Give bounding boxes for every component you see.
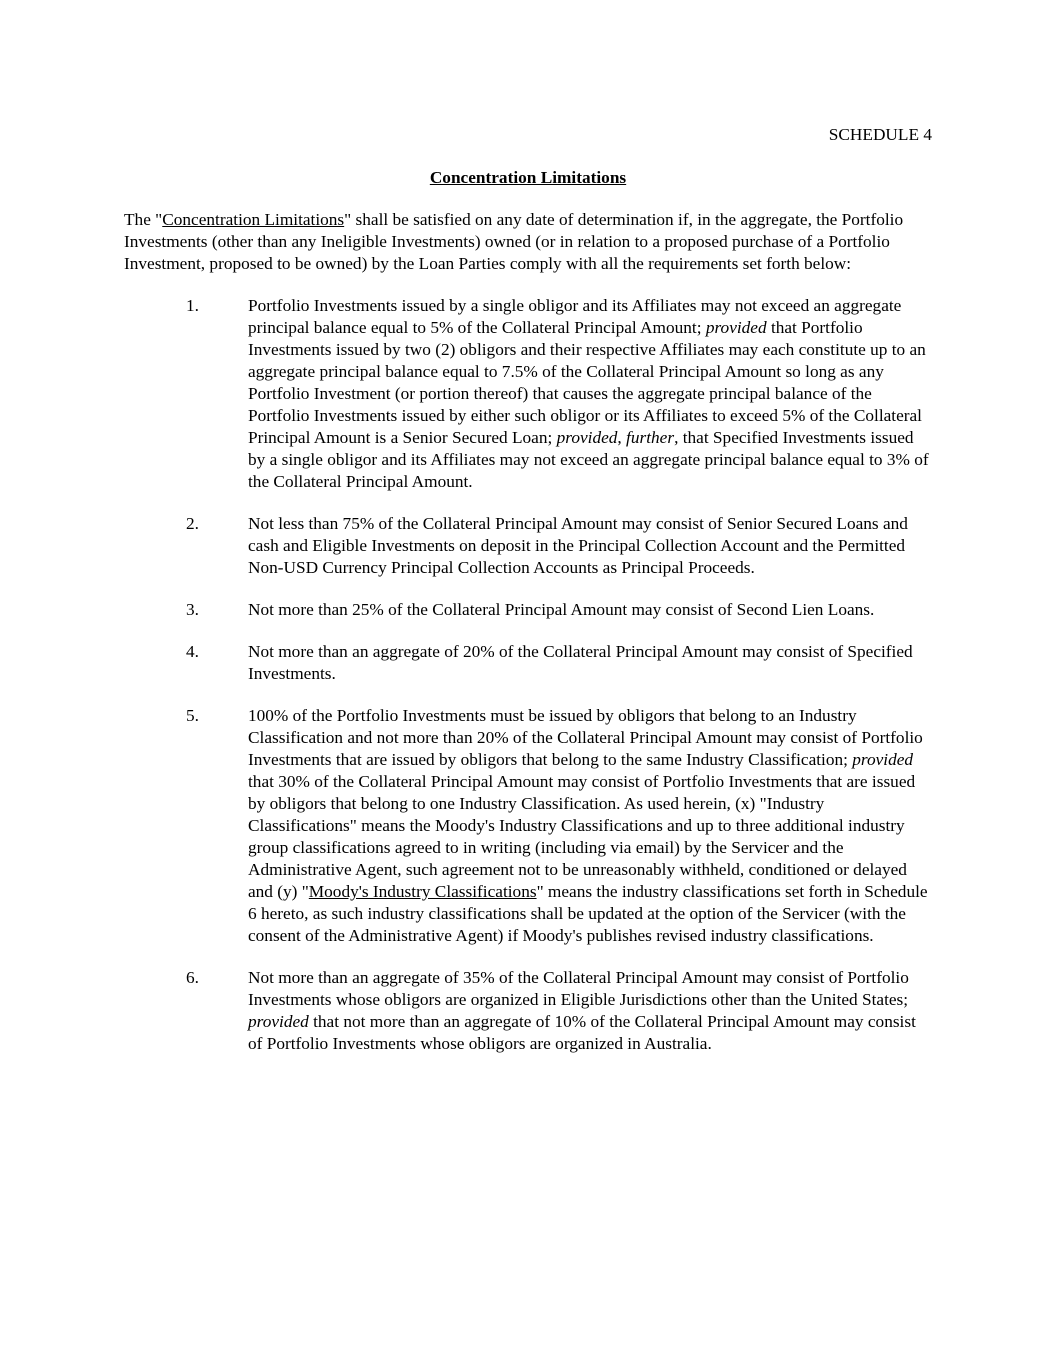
- list-item: [124, 513, 932, 579]
- list-item: [124, 599, 932, 621]
- item-number: 2.: [186, 514, 199, 533]
- list-item: [124, 967, 932, 1055]
- intro-paragraph: [124, 209, 932, 275]
- item-text: Not more than an aggregate of 35% of the Collateral Principal Amount may consist of Portfolio Investments whose obligors are organized in Eligible Jurisdictions other than the United States; provided that not more than an aggregate of 10% of the Collateral Principal Amount may consist of Portfolio Investments whose obligors are organized in Australia.: [248, 968, 916, 1053]
- list-item: [124, 705, 932, 947]
- item-text: Not less than 75% of the Collateral Principal Amount may consist of Senior Secured Loans and cash and Eligible Investments on deposit in the Principal Collection Account and the Permitted Non-USD Currency Principal Collection Accounts as Principal Proceeds.: [248, 514, 908, 577]
- item-number: 6.: [186, 968, 199, 987]
- item-text: Not more than an aggregate of 20% of the Collateral Principal Amount may consist of Specified Investments.: [248, 642, 913, 683]
- item-text: Not more than 25% of the Collateral Principal Amount may consist of Second Lien Loans.: [248, 600, 875, 619]
- list-item: [124, 641, 932, 685]
- intro-defined-term: Concentration Limitations: [162, 210, 345, 229]
- document-page: [124, 124, 932, 1075]
- item-number: 4.: [186, 642, 199, 661]
- page-title: Concentration Limitations: [429, 168, 627, 187]
- intro-post: " shall be satisfied on any date of determination if, in the aggregate, the Portfolio Investments (other than any Ineligible Investments) owned (or in relation to a proposed purchase of a Portfolio Investment, proposed to be owned) by the Loan Parties comply with all the requirements set forth below:: [124, 210, 904, 273]
- intro-pre: The ": [124, 210, 163, 229]
- item-number: 5.: [186, 706, 199, 725]
- item-text: Portfolio Investments issued by a single obligor and its Affiliates may not exceed an aggregate principal balance equal to 5% of the Collateral Principal Amount; provided that Portfolio Investments issued by two (2) obligors and their respective Affiliates may each constitute up to an aggregate principal balance equal to 7.5% of the Collateral Principal Amount so long as any Portfolio Investment (or portion thereof) that causes the aggregate principal balance of the Portfolio Investments issued by either such obligor or its Affiliates to exceed 5% of the Collateral Principal Amount is a Senior Secured Loan; provided, further, that Specified Investments issued by a single obligor and its Affiliates may not exceed an aggregate principal balance equal to 3% of the Collateral Principal Amount.: [248, 296, 929, 491]
- item-number: 1.: [186, 296, 199, 315]
- limitations-list: [124, 295, 932, 1055]
- item-text: 100% of the Portfolio Investments must be issued by obligors that belong to an Industry Classification and not more than 20% of the Collateral Principal Amount may consist of Portfolio Investments that are issued by obligors that belong to the same Industry Classification; provided that 30% of the Collateral Principal Amount may consist of Portfolio Investments that are issued by obligors that belong to one Industry Classification. As used herein, (x) "Industry Classifications" means the Moody's Industry Classifications and up to three additional industry group classifications agreed to in writing (including via email) by the Servicer and the Administrative Agent, such agreement not to be unreasonably withheld, conditioned or delayed and (y) "Moody's Industry Classifications" means the industry classifications set forth in Schedule 6 hereto, as such industry classifications shall be updated at the option of the Servicer (with the consent of the Administrative Agent) if Moody's publishes revised industry classifications.: [248, 706, 928, 945]
- list-item: [124, 295, 932, 493]
- schedule-label: SCHEDULE 4: [828, 125, 932, 144]
- item-number: 3.: [186, 600, 199, 619]
